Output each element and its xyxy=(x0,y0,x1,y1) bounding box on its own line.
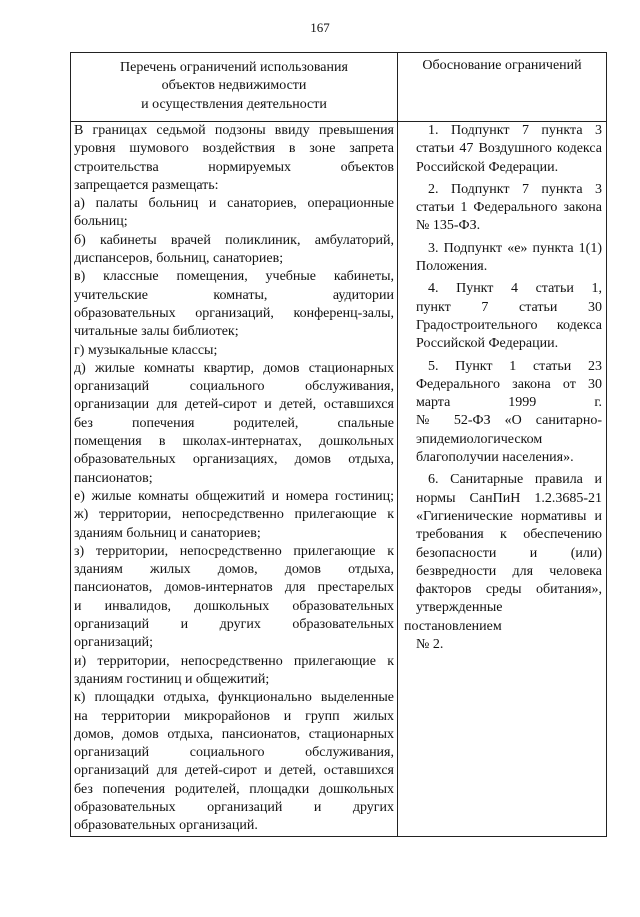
restriction-line: организаций социального обслуживания, xyxy=(74,745,394,761)
header-restrictions-list xyxy=(71,53,398,122)
restriction-line: строительства нормируемых объектов xyxy=(74,159,394,175)
restriction-line: организаций и других образовательных xyxy=(74,617,394,633)
justification-line: пункт 7 статьи 30 xyxy=(416,299,602,315)
justification-line: требования к обеспечению xyxy=(416,527,602,543)
restriction-line: домов, домов отдыха, пансионатов, стационарных xyxy=(74,726,394,742)
justification-line: 3. Подпункт «е» пункта 1(1) xyxy=(428,240,602,256)
restriction-line: образовательных организаций, конференц-залы, xyxy=(74,305,394,321)
restriction-line: и инвалидов, дошкольных образовательных xyxy=(74,598,394,614)
justification-line: № 135-ФЗ. xyxy=(416,218,481,234)
justification-cell xyxy=(398,122,607,837)
restriction-line: г) музыкальные классы; xyxy=(74,342,218,358)
restriction-line: организаций социального обслуживания, xyxy=(74,379,394,395)
justification-line: Российской Федерации. xyxy=(416,336,559,352)
justification-line: 2. Подпункт 7 пункта 3 xyxy=(428,181,602,197)
justification-line: 4. Пункт 4 статьи 1, xyxy=(428,281,602,297)
page-number: 167 xyxy=(310,20,330,35)
justification-line: безопасности и (или) xyxy=(416,545,602,561)
restriction-line: к) площадки отдыха, функционально выделенные xyxy=(74,690,394,706)
justification-item xyxy=(404,358,602,468)
restriction-line: учительские комнаты, аудитории xyxy=(74,287,394,303)
restriction-line: в) классные помещения, учебные кабинеты, xyxy=(74,269,394,285)
justification-line: статьи 47 Воздушного кодекса xyxy=(416,141,602,157)
restriction-line: организаций для детей-сирот и детей, оставшихся xyxy=(74,763,394,779)
justification-line: «Гигиенические нормативы и xyxy=(416,508,602,524)
restriction-line: запрещается размещать: xyxy=(74,177,219,193)
justification-line: № 52-ФЗ «О санитарно- xyxy=(416,413,602,429)
restriction-line: образовательных организаций. xyxy=(74,818,258,834)
justification-line: 6. Санитарные правила и xyxy=(428,472,602,488)
restriction-line: уровня шумового воздействия в зоне запрета xyxy=(74,141,394,157)
header-left-line: объектов недвижимости xyxy=(161,78,307,94)
restriction-line: пансионатов, домов-интернатов для престарелых xyxy=(74,580,394,596)
restriction-line: В границах седьмой подзоны ввиду превышения xyxy=(74,123,394,138)
restriction-line: зданиям жилых домов, домов отдыха, xyxy=(74,562,394,578)
restriction-line: без попечения родителей, спальные xyxy=(74,415,394,431)
justification-line: Градостроительного кодекса xyxy=(416,317,602,333)
restriction-line: д) жилые комнаты квартир, домов стационарных xyxy=(74,360,394,376)
restriction-line: помещения в школах-интернатах, дошкольных xyxy=(74,434,394,450)
restriction-line: организации для детей-сирот и детей, оставшихся xyxy=(74,397,394,413)
justification-line: эпидемиологическом xyxy=(416,431,543,447)
justification-line: марта 1999 г. xyxy=(416,395,602,411)
restriction-line: читальные залы библиотек; xyxy=(74,324,239,340)
restriction-line: зданиям больниц и санаториев; xyxy=(74,525,261,541)
justification-item xyxy=(404,471,602,654)
justification-item xyxy=(404,240,602,277)
restriction-line: больниц; xyxy=(74,214,128,230)
justification-line: Российской Федерации. xyxy=(416,159,559,175)
justification-line: нормы СанПиН 1.2.3685-21 xyxy=(416,490,602,506)
justification-line: 1. Подпункт 7 пункта 3 xyxy=(428,123,602,138)
restriction-line: ж) территории, непосредственно прилегающие к xyxy=(74,507,394,523)
restriction-line: организаций; xyxy=(74,635,154,651)
justification-line: 5. Пункт 1 статьи 23 xyxy=(428,358,602,374)
restrictions-table xyxy=(70,52,607,837)
justification-item xyxy=(404,181,602,236)
justification-line: Положения. xyxy=(416,259,488,275)
header-justification: Обоснование ограничений xyxy=(398,53,607,122)
restriction-line: зданиям гостиниц и общежитий; xyxy=(74,671,270,687)
restriction-line: з) территории, непосредственно прилегающие к xyxy=(74,543,394,559)
header-left-line: Перечень ограничений использования xyxy=(120,60,348,75)
restriction-line: пансионатов; xyxy=(74,470,153,486)
header-left-line: и осуществления деятельности xyxy=(141,96,327,112)
restriction-line: и) территории, непосредственно прилегающие к xyxy=(74,653,394,669)
restriction-line: е) жилые комнаты общежитий и номера гостиниц; xyxy=(74,488,394,504)
justification-line: факторов среды обитания», xyxy=(416,582,602,598)
restriction-line: без попечения родителей, площадки дошкольных xyxy=(74,781,394,797)
restriction-line: образовательных организаций и других xyxy=(74,799,394,815)
justification-line: безвредности для человека xyxy=(416,563,602,579)
justification-item xyxy=(404,280,602,353)
restriction-line: диспансеров, больниц, санаториев; xyxy=(74,251,284,267)
restrictions-cell xyxy=(71,122,398,837)
justification-line: утвержденные постановлением xyxy=(404,600,503,634)
restriction-line: на территории микрорайонов и групп жилых xyxy=(74,708,394,724)
justification-line: благополучии населения». xyxy=(416,450,574,466)
restriction-line: образовательных организациях, домов отдыха, xyxy=(74,452,394,468)
restriction-line: а) палаты больниц и санаториев, операционные xyxy=(74,196,394,212)
table-header-row xyxy=(71,53,607,122)
restriction-line: б) кабинеты врачей поликлиник, амбулаторий, xyxy=(74,232,394,248)
table-row xyxy=(71,122,607,837)
justification-line: Федерального закона от 30 xyxy=(416,376,602,392)
justification-line: № 2. xyxy=(416,637,444,653)
justification-line: статьи 1 Федерального закона xyxy=(416,200,602,216)
justification-item xyxy=(404,122,602,177)
